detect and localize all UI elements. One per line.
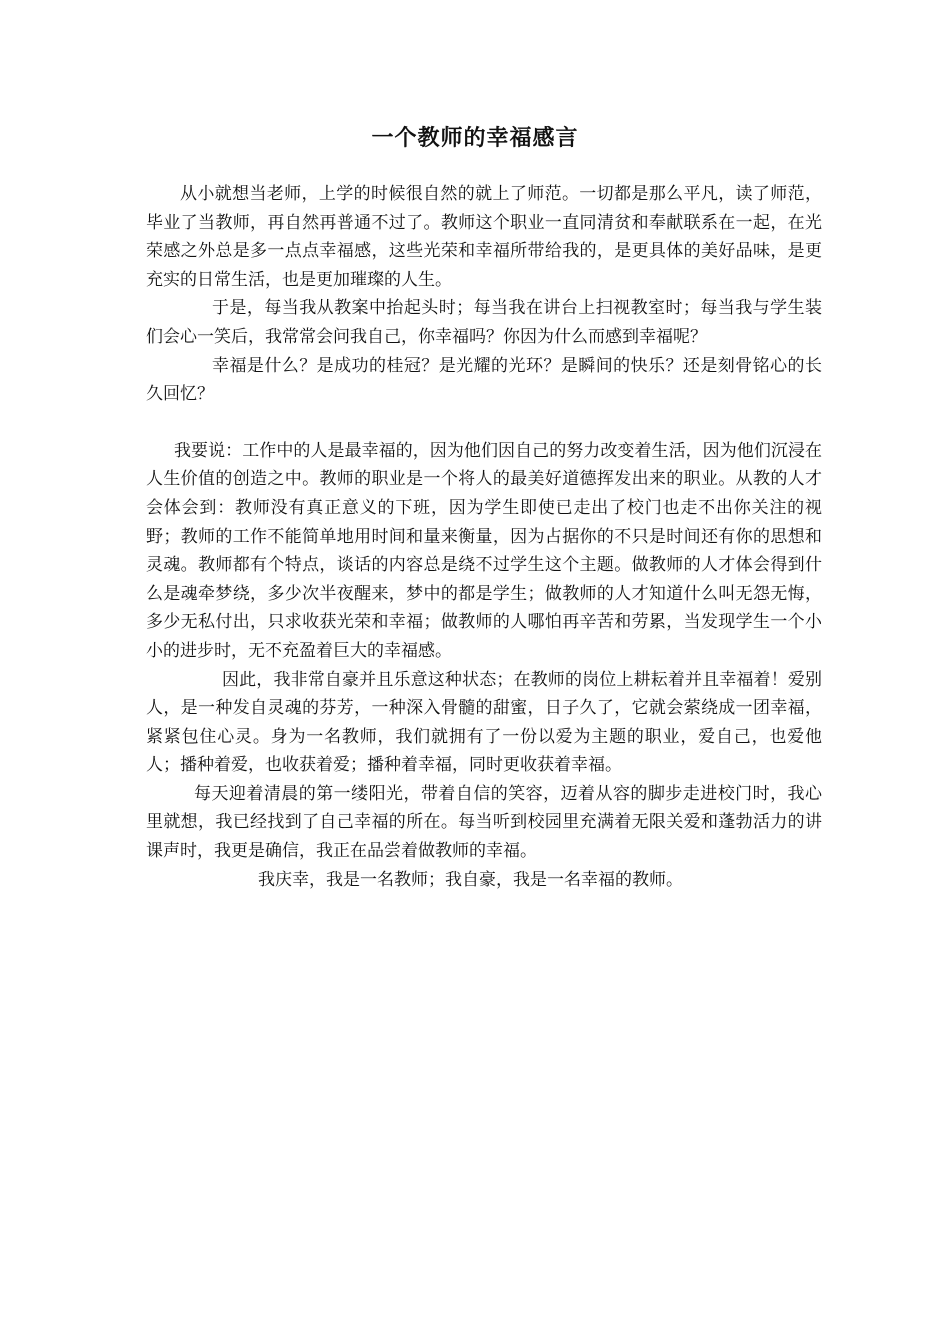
paragraph-7: 我庆幸，我是一名教师；我自豪，我是一名幸福的教师。 xyxy=(258,869,683,890)
paragraph-5: 因此，我非常自豪并且乐意这种状态；在教师的岗位上耕耘着并且幸福着！爱别人，是一种发自灵魂的芬芳，一种深入骨髓的甜蜜，日子久了，它就会萦绕成一团幸福，紧紧包住心灵。身为一名教师，我们就拥有了一份以爱为主题的职业，爱自己，也爱他人；播种着爱，也收获着爱；播种着幸福，同时更收获着幸福。 xyxy=(146,669,822,776)
paragraph-6: 每天迎着清晨的第一缕阳光，带着自信的笑容，迈着从容的脚步走进校门时，我心里就想，我已经找到了自己幸福的所在。每当听到校园里充满着无限关爱和蓬勃活力的讲课声时，我更是确信，我正在品尝着做教师的幸福。 xyxy=(146,783,822,862)
paragraph-1: 从小就想当老师，上学的时候很自然的就上了师范。一切都是那么平凡，读了师范，毕业了当教师，再自然再普通不过了。教师这个职业一直同清贫和奉献联系在一起，在光荣感之外总是多一点点幸福感，这些光荣和幸福所带给我的，是更具体的美好品味，是更充实的日常生活，也是更加璀璨的人生。 xyxy=(146,184,822,290)
paragraph-4: 我要说：工作中的人是最幸福的，因为他们因自己的努力改变着生活，因为他们沉浸在人生价值的创造之中。教师的职业是一个将人的最美好道德挥发出来的职业。从教的人才会体会到：教师没有真正意义的下班，因为学生即使已走出了校门也走不出你关注的视野；教师的工作不能简单地用时间和量来衡量，因为占据你的不只是时间还有你的思想和灵魂。教师都有个特点，谈话的内容总是绕不过学生这个主题。做教师的人才体会得到什么是魂牵梦绕，多少次半夜醒来，梦中的都是学生；做教师的人才知道什么叫无怨无悔，多少无私付出，只求收获光荣和幸福；做教师的人哪怕再辛苦和劳累，当发现学生一个小小的进步时，无不充盈着巨大的幸福感。 xyxy=(146,440,822,661)
document-title: 一个教师的幸福感言 xyxy=(371,125,579,151)
paragraph-3: 幸福是什么？是成功的桂冠？是光耀的光环？是瞬间的快乐？还是刻骨铭心的长久回忆？ xyxy=(146,355,822,405)
paragraph-2: 于是，每当我从教案中抬起头时；每当我在讲台上扫视教室时；每当我与学生装们会心一笑后，我常常会问我自己，你幸福吗？你因为什么而感到幸福呢？ xyxy=(146,298,822,347)
document-body xyxy=(146,180,822,894)
paragraph-spacer xyxy=(146,409,822,437)
